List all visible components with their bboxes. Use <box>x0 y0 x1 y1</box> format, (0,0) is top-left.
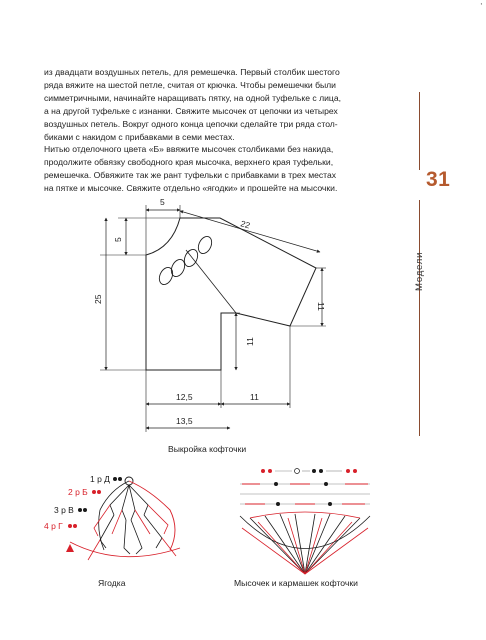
dim-label-sleeve-end: 11 <box>316 302 326 311</box>
toe-legend <box>261 469 357 474</box>
berry-caption: Ягодка <box>98 578 126 588</box>
berry-row-label: 3 р В <box>54 505 74 515</box>
body-line: симметричными, начинайте наращивать пятку, на одной туфельке с лица, <box>44 92 342 103</box>
body-line: ремешечка. Обвяжите так же рант туфельки с прибавками в трех местах <box>44 170 337 181</box>
berry-row-label: 4 р Г <box>44 521 63 531</box>
body-line: из двадцати воздушных петель, для ремешечка. Первый столбик шестого <box>44 67 340 77</box>
dim-label-top-width: 5 <box>160 197 165 207</box>
body-line: Нитью отделочного цвета «Б» ввяжите мысочек столбиками без накида, <box>44 144 334 155</box>
toe-caption: Мысочек и кармашек кофточки <box>234 578 358 588</box>
body-line: воздушных петель. Вокруг одного конца цепочки сделайте три ряда стол- <box>44 118 338 129</box>
body-line: на пятке и мысочке. Свяжите отдельно «ягодки» и прошейте на мысочки. <box>44 183 338 194</box>
body-line: ряда вяжите на шестой петле, считая от крючка. Чтобы ремешечки были <box>44 79 336 90</box>
pattern-outline <box>146 218 316 370</box>
buttonhole <box>157 265 175 286</box>
berry-stitch-chart <box>30 470 200 580</box>
body-line: а на другой туфельке с изнанки. Свяжите мысочек от цепочки из четырех <box>44 105 338 116</box>
berry-row-label: 1 р Д <box>90 474 110 484</box>
pattern-caption: Выкройка кофточки <box>168 444 247 454</box>
berry-row-label: 2 р Б <box>68 487 88 497</box>
dim-label-bottom-total: 13,5 <box>176 416 193 426</box>
dim-label-body-side: 11 <box>245 337 255 346</box>
dim-label-neck-depth: 5 <box>113 237 123 242</box>
dim-label-bottom-sleeve: 11 <box>250 392 259 402</box>
dim-label-height: 25 <box>93 294 103 304</box>
page-number: 31 <box>426 168 451 191</box>
body-line: биками с накидом с прибавками в семи местах. <box>44 131 235 142</box>
berry-start-marker <box>66 544 74 552</box>
dim-label-sleeve-length: 22 <box>239 218 252 231</box>
section-label: Модели <box>414 251 425 291</box>
corner-mark: ' <box>480 2 482 11</box>
dim-line <box>180 211 320 252</box>
body-line: продолжите обвязку свободного края мысочка, верхнего края туфельки, <box>44 157 334 168</box>
dim-label-bottom-body: 12,5 <box>176 392 193 402</box>
buttonhole <box>196 234 214 255</box>
toe-stitch-chart <box>230 456 380 581</box>
pattern-seam <box>186 250 236 313</box>
